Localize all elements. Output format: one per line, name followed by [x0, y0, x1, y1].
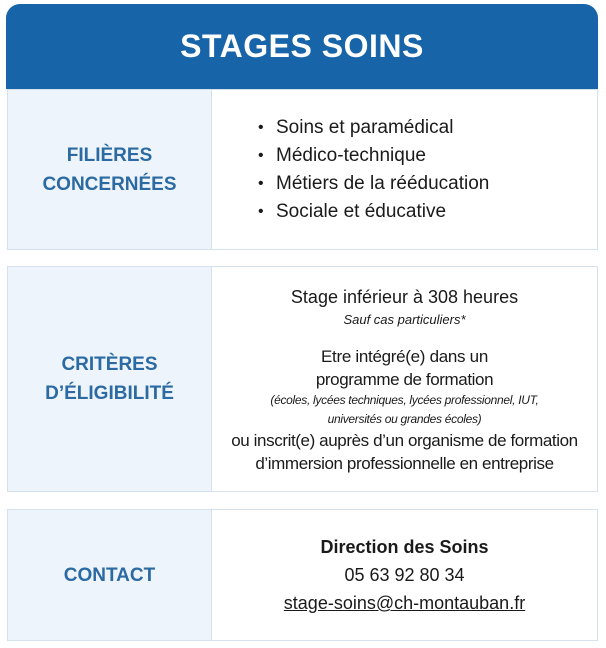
filieres-label-line1: FILIÈRES [66, 144, 153, 166]
integre-text-2: programme de formation [315, 370, 494, 389]
list-item: • Sociale et éducative [276, 198, 597, 226]
criteres-label-line1: CRITÈRES [61, 354, 158, 375]
criteres-label-line2: D’ÉLIGIBILITÉ [45, 383, 174, 404]
bullet-icon: • [258, 202, 264, 220]
contact-section [7, 509, 598, 641]
duration-text: Stage inférieur à 308 heures [290, 287, 519, 307]
filieres-label-line2: CONCERNÉES [42, 173, 177, 195]
bullet-icon: • [258, 174, 264, 192]
page-title: STAGES SOINS [180, 28, 424, 64]
exception-note: Sauf cas particuliers* [343, 312, 466, 327]
filieres-content [212, 90, 597, 249]
filieres-list [212, 114, 597, 226]
bullet-icon: • [258, 118, 264, 136]
examples-note-1: (écoles, lycées techniques, lycées professionnel, IUT, [270, 393, 539, 407]
criteres-section [7, 266, 598, 492]
list-item: • Soins et paramédical [276, 114, 597, 142]
header-banner [6, 4, 598, 89]
criteres-label [8, 267, 212, 491]
filieres-section [7, 89, 598, 250]
contact-name: Direction des Soins [320, 537, 489, 557]
filieres-label [8, 90, 212, 249]
inscrit-text-2: d’immersion professionnelle en entreprise [255, 454, 554, 473]
bullet-icon: • [258, 146, 264, 164]
integre-text-1: Etre intégré(e) dans un [321, 347, 488, 366]
contact-label: CONTACT [8, 510, 212, 640]
list-item: • Métiers de la rééducation [276, 170, 597, 198]
contact-email-link[interactable]: stage-soins@ch-montauban.fr [283, 593, 526, 613]
contact-phone[interactable]: 05 63 92 80 34 [344, 565, 465, 585]
criteres-content [212, 267, 597, 491]
contact-content [212, 510, 597, 640]
inscrit-text-1: ou inscrit(e) auprès d’un organisme de formation [231, 431, 578, 450]
examples-note-2: universités ou grandes écoles) [327, 412, 482, 426]
list-item: • Médico-technique [276, 142, 597, 170]
